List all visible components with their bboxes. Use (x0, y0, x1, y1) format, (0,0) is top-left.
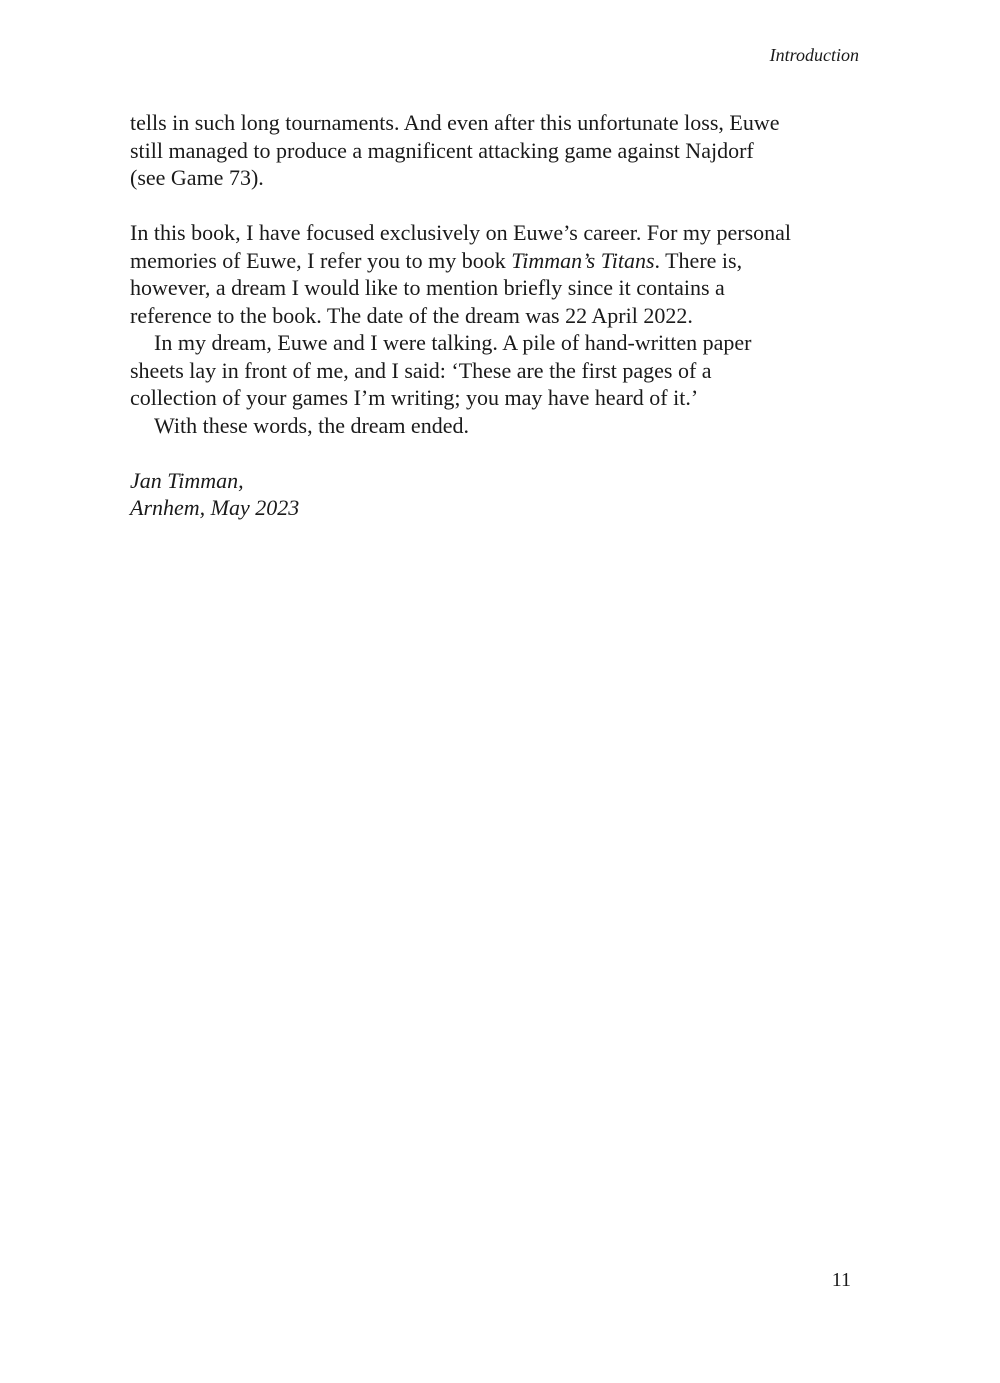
text-line: however, a dream I would like to mention briefly since it contains a (130, 275, 725, 300)
page-number: 11 (831, 1269, 851, 1291)
paragraph-gap (130, 192, 870, 220)
text-line: (see Game 73). (130, 165, 264, 190)
text-line (130, 247, 870, 275)
paragraph-continuation (130, 109, 870, 192)
author-name: Jan Timman, (130, 467, 244, 493)
text-fragment: . There is, (654, 247, 743, 273)
text-line: reference to the book. The date of the dream was 22 April 2022. (130, 302, 693, 328)
text-line: tells in such long tournaments. And even after this unfortunate loss, Euwe (130, 110, 780, 135)
text-line: In this book, I have focused exclusively on Euwe’s career. For my personal (130, 220, 792, 245)
paragraph-ending (130, 412, 870, 440)
body-text (130, 109, 870, 522)
text-line: still managed to produce a magnificent attacking game against Najdorf (130, 137, 754, 163)
text-line: In my dream, Euwe and I were talking. A pile of hand-written paper (154, 330, 752, 355)
paragraph-focus (130, 219, 870, 329)
text-line: With these words, the dream ended. (154, 412, 469, 438)
place-date: Arnhem, May 2023 (130, 495, 300, 520)
book-title: Timman’s Titans (511, 247, 655, 273)
paragraph-dream (130, 329, 870, 412)
signature (130, 467, 870, 522)
text-line: sheets lay in front of me, and I said: ‘These are the first pages of a (130, 357, 712, 383)
text-fragment: memories of Euwe, I refer you to my book (130, 247, 512, 273)
paragraph-gap (130, 439, 870, 467)
text-line: collection of your games I’m writing; you may have heard of it.’ (130, 385, 699, 410)
running-head: Introduction (769, 45, 859, 65)
